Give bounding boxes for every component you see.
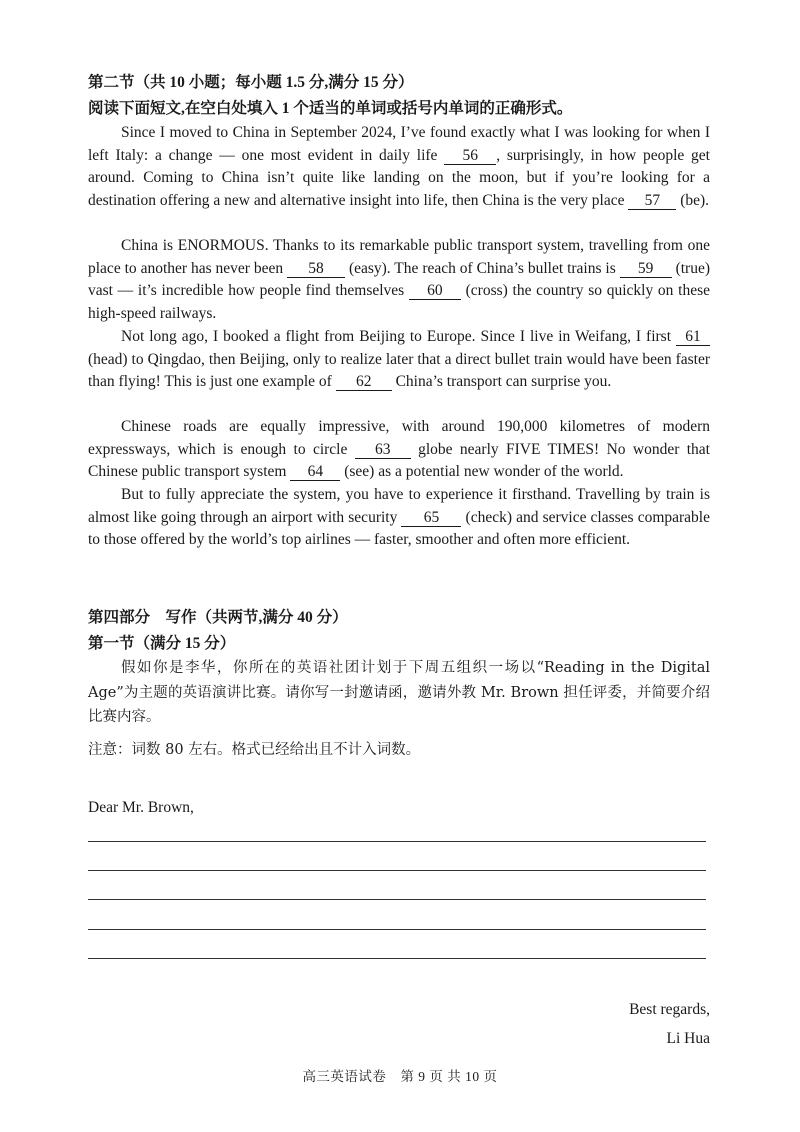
answer-line[interactable] <box>88 958 706 959</box>
section2-instruction: 阅读下面短文,在空白处填入 1 个适当的单词或括号内单词的正确形式。 <box>88 100 573 117</box>
passage-text: (be). <box>676 191 710 209</box>
passage-text: Chinese roads are equally impressive, with around 190,000 kilometres of modern expressways, which is enough to circle <box>88 418 710 458</box>
passage-paragraph-2 <box>88 235 710 325</box>
passage-text: (cross) the country so quickly on these high-speed railways. <box>88 282 710 322</box>
blank-57: 57 <box>628 192 676 210</box>
writing-note: 注意：词数 80 左右。格式已经给出且不计入词数。 <box>88 742 421 758</box>
blank-59: 59 <box>620 260 672 278</box>
answer-line[interactable] <box>88 870 706 871</box>
passage-paragraph-1 <box>88 122 710 212</box>
page-footer: 高三英语试卷 第 9 页 共 10 页 <box>302 1069 498 1084</box>
letter-signature: Li Hua <box>666 1030 710 1047</box>
passage-text: China’s transport can surprise you. <box>391 373 612 391</box>
passage-paragraph-5 <box>88 484 710 552</box>
answer-line[interactable] <box>88 929 706 930</box>
passage-text: (see) as a potential new wonder of the world. <box>340 463 624 481</box>
blank-61: 61 <box>676 328 710 346</box>
passage-text: But to fully appreciate the system, you have to experience it firsthand. Travelling by train is almost like going through an airport with security <box>88 486 710 526</box>
passage-text: (check) and service classes comparable to those offered by the world’s top airlines — faster, smoother and often more efficient. <box>88 508 710 549</box>
passage-text: (head) to Qingdao, then Beijing, only to realize later that a direct bullet train would have been faster than flying! This is just one example of <box>88 350 710 391</box>
part4-title: 第四部分 写作（共两节,满分 40 分） <box>88 609 348 626</box>
passage-text: China is ENORMOUS. Thanks to its remarkable public transport system, travelling from one place to another has never been <box>88 237 710 277</box>
passage-text: Since I moved to China in September 2024, I’ve found exactly what I was looking for when I left Italy: a change — one most evident in daily life <box>88 124 710 164</box>
letter-salutation: Dear Mr. Brown, <box>88 799 194 816</box>
passage-text: , surprisingly, in how people get around. Coming to China isn’t quite like landing on the moon, but if you’re looking for a destination offering a new and alternative insight into life, then China is the very place <box>88 146 710 209</box>
answer-line[interactable] <box>88 899 706 900</box>
passage-paragraph-4 <box>88 416 710 484</box>
blank-58: 58 <box>287 260 345 278</box>
passage-text: (easy). The reach of China’s bullet trains is <box>345 259 620 277</box>
letter-closing: Best regards, <box>629 1001 710 1018</box>
section2-title: 第二节（共 10 小题；每小题 1.5 分,满分 15 分） <box>88 74 414 91</box>
blank-62: 62 <box>336 373 392 391</box>
writing-prompt: 假如你是李华，你所在的英语社团计划于下周五组织一场以“Reading in the Digital Age”为主题的英语演讲比赛。请你写一封邀请函，邀请外教 Mr. Brown 担任评委，并简要介绍比赛内容。 <box>88 660 710 725</box>
blank-64: 64 <box>290 463 340 481</box>
blank-65: 65 <box>401 509 461 527</box>
passage-text: (true) vast — it’s incredible how people find themselves <box>88 259 711 300</box>
passage-text: Not long ago, I booked a flight from Beijing to Europe. Since I live in Weifang, I first <box>121 328 676 345</box>
passage-paragraph-3 <box>88 326 710 394</box>
blank-63: 63 <box>355 441 411 459</box>
blank-56: 56 <box>444 147 496 165</box>
answer-line[interactable] <box>88 841 706 842</box>
blank-60: 60 <box>409 282 461 300</box>
passage-text: globe nearly FIVE TIMES! No wonder that Chinese public transport system <box>88 440 710 481</box>
part4-subtitle: 第一节（满分 15 分） <box>88 635 236 652</box>
